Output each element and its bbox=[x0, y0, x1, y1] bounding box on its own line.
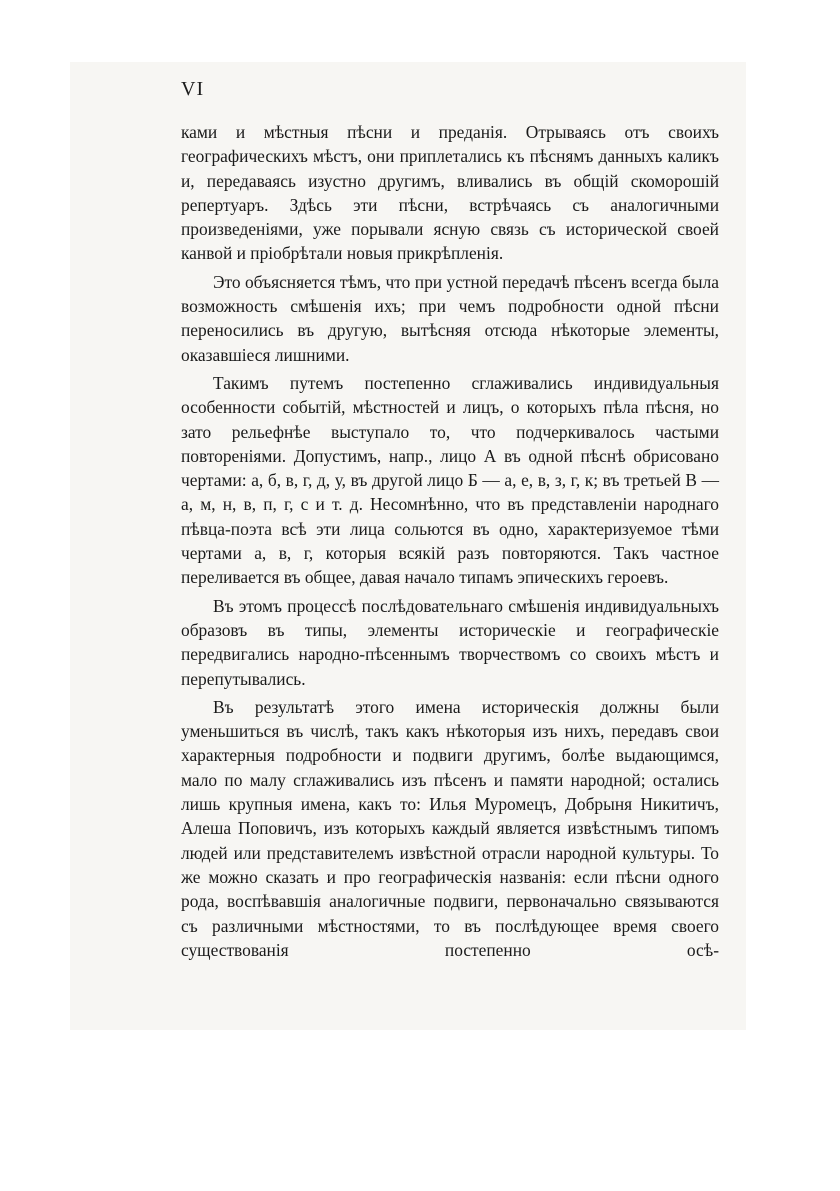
paragraph-4: Въ этомъ процессѣ послѣдовательнаго смѣшенія индивидуальныхъ образовъ въ типы, элементы историческіе и географическіе передвигались народно-пѣсеннымъ творчествомъ со своихъ мѣстъ и перепутывались. bbox=[181, 595, 719, 689]
paragraph-3: Такимъ путемъ постепенно сглаживались индивидуальныя особенности событій, мѣстностей и лицъ, о которыхъ пѣла пѣсня, но зато рельефнѣе выступало то, что подчеркивалось частыми повтореніями. Допустимъ, напр., лицо А въ одной пѣснѣ обрисовано чертами: а, б, в, г, д, у, въ другой лицо Б — а, е, в, з, г, к; въ третьей В — а, м, н, в, п, г, с и т. д. Несомнѣнно, что въ представленіи народнаго пѣвца-поэта всѣ эти лица сольются въ одно, характеризуемое тѣми чертами а, в, г, которыя всякій разъ повторяются. Такъ частное переливается въ общее, давая начало типамъ эпическихъ героевъ. bbox=[181, 372, 719, 588]
page-number: VI bbox=[181, 78, 205, 100]
paragraph-1: ками и мѣстныя пѣсни и преданія. Отрываясь отъ своихъ географическихъ мѣстъ, они приплетались къ пѣснямъ данныхъ каликъ и, передаваясь изустно другимъ, вливались въ общій скоморошій репертуаръ. Здѣсь эти пѣсни, встрѣчаясь съ аналогичными произведеніями, уже порывали ясную связь съ исторической своей канвой и пріобрѣтали новыя прикрѣпленія. bbox=[181, 122, 719, 264]
paragraph-5: Въ результатѣ этого имена историческія должны были уменьшиться въ числѣ, такъ какъ нѣкоторыя изъ нихъ, передавъ свои характерныя подробности и подвиги другимъ, болѣе выдающимся, мало по малу сглаживались изъ пѣсенъ и памяти народной; остались лишь крупныя имена, какъ то: Илья Муромецъ, Добрыня Никитичъ, Алеша Поповичъ, изъ которыхъ каждый является извѣстнымъ типомъ людей или представителемъ извѣстной отрасли народной культуры. То же можно сказать и про географическія названія: если пѣсни одного рода, воспѣвавшія аналогичные подвиги, первоначально связываются съ различными мѣстностями, то въ послѣдующее время своего существованія постепенно осѣ- bbox=[181, 696, 719, 960]
body-text bbox=[181, 120, 719, 966]
paragraph-2: Это объясняется тѣмъ, что при устной передачѣ пѣсенъ всегда была возможность смѣшенія ихъ; при чемъ подробности одной пѣсни переносились въ другую, вытѣсняя отсюда нѣкоторые элементы, оказавшіеся лишними. bbox=[181, 271, 719, 365]
